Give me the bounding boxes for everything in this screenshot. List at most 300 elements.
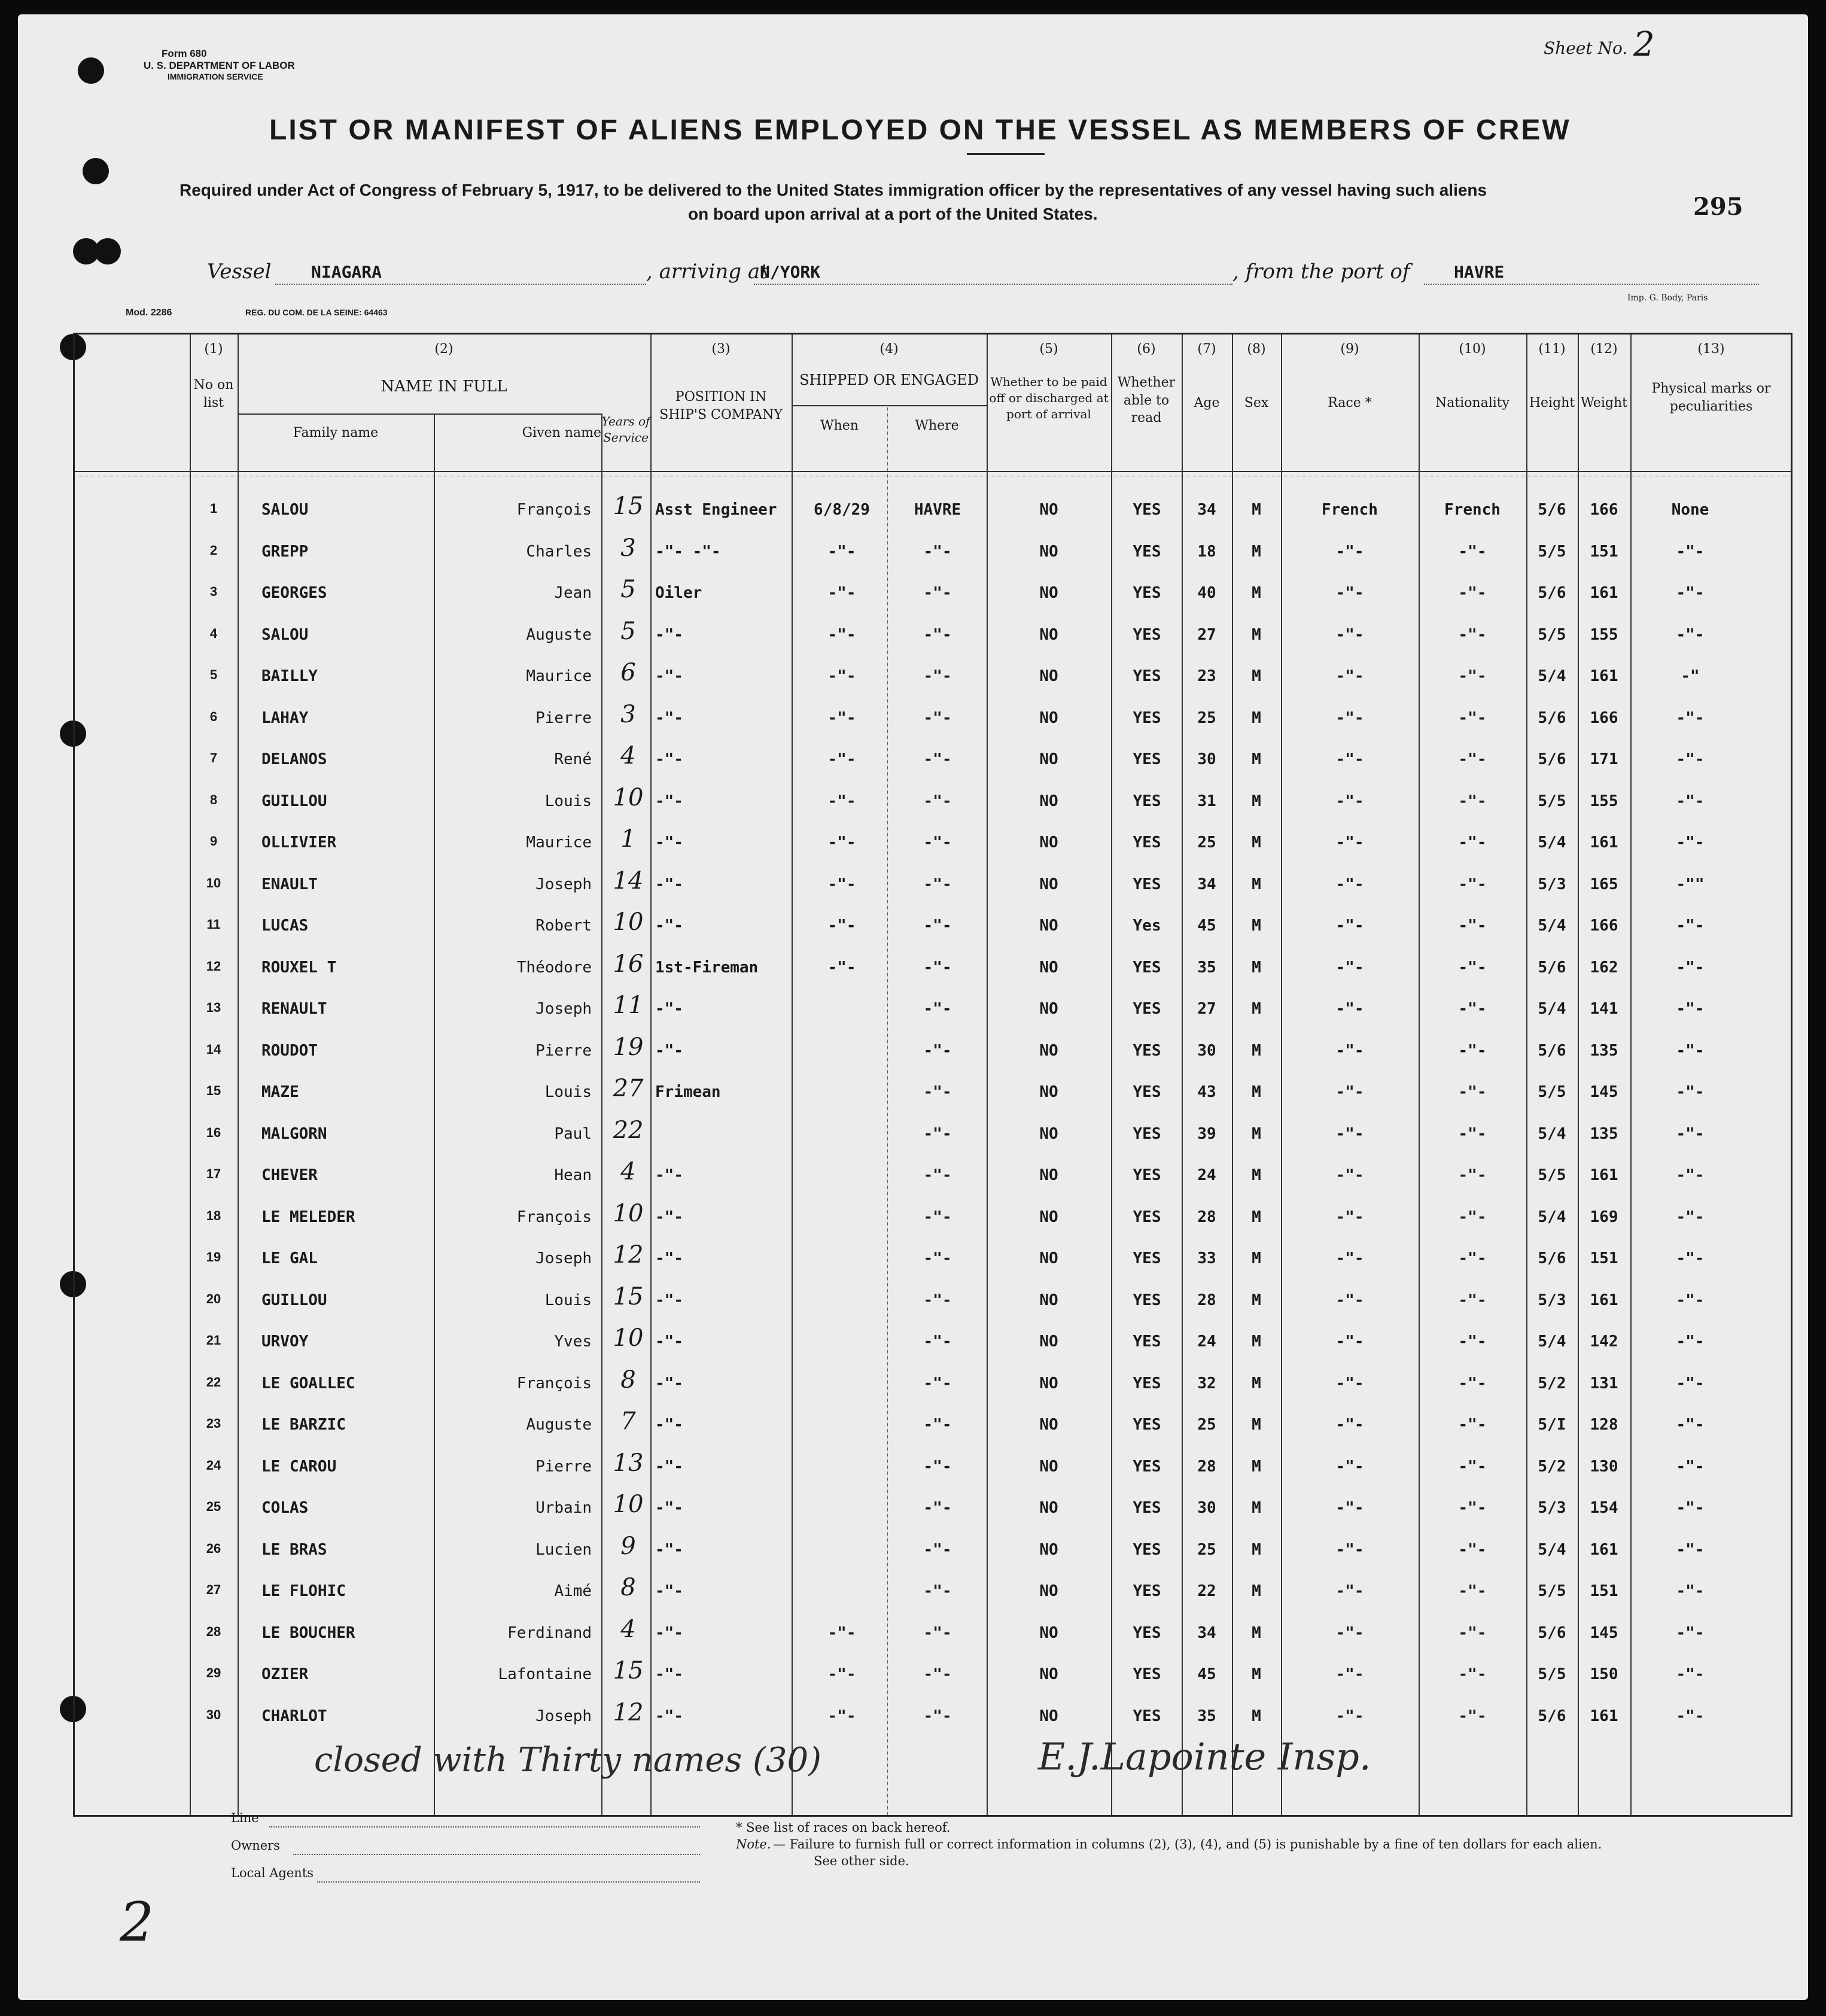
col10-label: Nationality bbox=[1435, 396, 1510, 411]
cell-marks: -"- bbox=[1676, 1582, 1705, 1600]
cell-where: -"- bbox=[923, 1124, 952, 1143]
cell-where: -"- bbox=[923, 1707, 952, 1725]
cell-position: -"- bbox=[655, 1457, 683, 1476]
table-row bbox=[75, 1075, 1791, 1120]
cell-sex: M bbox=[1252, 584, 1261, 602]
cell-given: Charles bbox=[526, 542, 592, 561]
cell-height: 5/4 bbox=[1538, 834, 1566, 852]
cell-weight: 166 bbox=[1590, 917, 1618, 935]
col11-number: (11) bbox=[1538, 342, 1566, 357]
cell-weight: 154 bbox=[1590, 1499, 1618, 1517]
cell-marks: -"- bbox=[1676, 1083, 1705, 1101]
cell-age: 18 bbox=[1197, 542, 1216, 561]
cell-given: Théodore bbox=[516, 958, 592, 977]
cell-marks: -"- bbox=[1676, 1457, 1705, 1476]
cell-given: Joseph bbox=[535, 875, 592, 893]
cell-given: Paul bbox=[554, 1124, 592, 1143]
cell-family: GREPP bbox=[261, 542, 309, 561]
cell-marks: -"- bbox=[1676, 1291, 1705, 1309]
cell-sex: M bbox=[1252, 1000, 1261, 1018]
col2-family-label: Family name bbox=[293, 425, 379, 440]
department: U. S. DEPARTMENT OF LABOR bbox=[144, 60, 295, 71]
table-row bbox=[75, 783, 1791, 829]
cell-weight: 161 bbox=[1590, 834, 1618, 852]
cell-height: 5/5 bbox=[1538, 1582, 1566, 1600]
cell-marks: -"- bbox=[1676, 1208, 1705, 1226]
table-row bbox=[75, 1241, 1791, 1287]
cell-family: OLLIVIER bbox=[261, 834, 337, 852]
cell-race: -"- bbox=[1335, 1083, 1364, 1101]
required-text-2: on board upon arrival at a port of the United States. bbox=[688, 205, 1098, 223]
cell-nat: -"- bbox=[1458, 958, 1487, 977]
cell-marks: -"- bbox=[1676, 1124, 1705, 1143]
cell-marks: -"- bbox=[1676, 958, 1705, 977]
vessel-label: Vessel bbox=[207, 260, 272, 284]
table-row bbox=[75, 866, 1791, 913]
cell-nat: -"- bbox=[1458, 1291, 1487, 1309]
col12-number: (12) bbox=[1590, 342, 1618, 357]
cell-sex: M bbox=[1252, 917, 1261, 935]
cell-weight: 130 bbox=[1590, 1457, 1618, 1476]
cell-race: -"- bbox=[1335, 667, 1364, 685]
cell-age: 27 bbox=[1197, 1000, 1216, 1018]
arriving-label: , arriving at bbox=[646, 260, 768, 284]
cell-weight: 161 bbox=[1590, 1540, 1618, 1559]
cell-race: -"- bbox=[1335, 1707, 1364, 1725]
cell-no: 3 bbox=[209, 584, 218, 599]
cell-no: 24 bbox=[206, 1457, 221, 1473]
cell-height: 5/5 bbox=[1538, 625, 1566, 644]
cell-paid: NO bbox=[1039, 1124, 1058, 1143]
cell-given: Pierre bbox=[535, 1457, 592, 1476]
cell-nat: -"- bbox=[1458, 1083, 1487, 1101]
cell-read: Yes bbox=[1133, 917, 1161, 935]
cell-height: 5/5 bbox=[1538, 1665, 1566, 1683]
cell-age: 45 bbox=[1197, 917, 1216, 935]
cell-position: Frimean bbox=[655, 1083, 721, 1101]
cell-race: -"- bbox=[1335, 584, 1364, 602]
cell-family: DELANOS bbox=[261, 750, 327, 768]
cell-age: 24 bbox=[1197, 1166, 1216, 1184]
cell-race: -"- bbox=[1335, 917, 1364, 935]
cell-years: 10 bbox=[613, 908, 644, 936]
table-row bbox=[75, 492, 1791, 538]
cell-height: 5/5 bbox=[1538, 1166, 1566, 1184]
col8-number: (8) bbox=[1247, 342, 1266, 357]
cell-paid: NO bbox=[1039, 709, 1058, 727]
cell-race: -"- bbox=[1335, 1124, 1364, 1143]
cell-read: YES bbox=[1133, 1041, 1161, 1060]
cell-race: -"- bbox=[1335, 1623, 1364, 1642]
col3-number: (3) bbox=[711, 342, 731, 357]
agents-dotline bbox=[317, 1881, 700, 1883]
cell-given: Yves bbox=[554, 1333, 592, 1351]
cell-marks: -"- bbox=[1676, 1665, 1705, 1683]
cell-position: -"- -"- bbox=[655, 542, 721, 561]
cell-years: 5 bbox=[620, 576, 636, 603]
cell-family: LUCAS bbox=[261, 917, 309, 935]
col1-number: (1) bbox=[204, 342, 223, 357]
cell-paid: NO bbox=[1039, 1623, 1058, 1642]
col3-label: POSITION IN SHIP'S COMPANY bbox=[659, 390, 783, 422]
cell-years: 12 bbox=[613, 1241, 644, 1269]
cell-family: LE MELEDER bbox=[261, 1208, 355, 1226]
cell-age: 27 bbox=[1197, 625, 1216, 644]
cell-family: ROUDOT bbox=[261, 1041, 318, 1060]
cell-family: MAZE bbox=[261, 1083, 299, 1101]
cell-where: HAVRE bbox=[914, 501, 961, 519]
cell-race: -"- bbox=[1335, 542, 1364, 561]
cell-years: 8 bbox=[620, 1366, 636, 1394]
cell-sex: M bbox=[1252, 1374, 1261, 1392]
cell-family: LE BOUCHER bbox=[261, 1623, 355, 1642]
punch-hole bbox=[78, 57, 104, 84]
cell-given: Aimé bbox=[554, 1582, 592, 1600]
cell-paid: NO bbox=[1039, 1499, 1058, 1517]
note-label: Note. bbox=[736, 1837, 771, 1851]
cell-age: 30 bbox=[1197, 1041, 1216, 1060]
col13-number: (13) bbox=[1697, 342, 1725, 357]
cell-given: Lafontaine bbox=[498, 1665, 592, 1683]
cell-marks: -"- bbox=[1676, 584, 1705, 602]
cell-where: -"- bbox=[923, 1291, 952, 1309]
crew-table bbox=[73, 333, 1792, 1817]
col2-number: (2) bbox=[434, 342, 454, 357]
cell-height: 5/6 bbox=[1538, 501, 1566, 519]
cell-years: 10 bbox=[613, 1491, 644, 1518]
cell-age: 25 bbox=[1197, 1416, 1216, 1434]
cell-nat: -"- bbox=[1458, 1416, 1487, 1434]
table-row bbox=[75, 1282, 1791, 1328]
cell-height: 5/4 bbox=[1538, 1540, 1566, 1559]
cell-no: 8 bbox=[209, 792, 218, 807]
cell-paid: NO bbox=[1039, 1416, 1058, 1434]
cell-age: 32 bbox=[1197, 1374, 1216, 1392]
cell-paid: NO bbox=[1039, 1208, 1058, 1226]
cell-weight: 166 bbox=[1590, 501, 1618, 519]
cell-race: -"- bbox=[1335, 1499, 1364, 1517]
cell-no: 29 bbox=[206, 1665, 221, 1680]
cell-position: -"- bbox=[655, 1374, 683, 1392]
table-row bbox=[75, 992, 1791, 1037]
cell-height: 5/6 bbox=[1538, 709, 1566, 727]
cell-paid: NO bbox=[1039, 1000, 1058, 1018]
cell-age: 22 bbox=[1197, 1582, 1216, 1600]
cell-family: LE GAL bbox=[261, 1249, 318, 1267]
cell-years: 13 bbox=[613, 1449, 644, 1477]
cell-sex: M bbox=[1252, 501, 1261, 519]
cell-sex: M bbox=[1252, 1582, 1261, 1600]
cell-family: BAILLY bbox=[261, 667, 318, 685]
service: IMMIGRATION SERVICE bbox=[168, 72, 263, 81]
sheet-label: Sheet No. bbox=[1544, 38, 1628, 58]
cell-family: LAHAY bbox=[261, 709, 309, 727]
registry: REG. DU COM. DE LA SEINE: 64463 bbox=[245, 308, 388, 317]
cell-given: René bbox=[554, 750, 592, 768]
cell-sex: M bbox=[1252, 625, 1261, 644]
cell-paid: NO bbox=[1039, 625, 1058, 644]
cell-race: -"- bbox=[1335, 1416, 1364, 1434]
cell-no: 5 bbox=[209, 667, 218, 682]
cell-family: MALGORN bbox=[261, 1124, 327, 1143]
cell-nat: -"- bbox=[1458, 625, 1487, 644]
cell-where: -"- bbox=[923, 1540, 952, 1559]
cell-age: 31 bbox=[1197, 792, 1216, 810]
cell-where: -"- bbox=[923, 792, 952, 810]
closing-note: closed with Thirty names (30) bbox=[314, 1741, 821, 1780]
cell-age: 23 bbox=[1197, 667, 1216, 685]
cell-family: GEORGES bbox=[261, 584, 327, 602]
cell-read: YES bbox=[1133, 709, 1161, 727]
line-label: Line bbox=[231, 1811, 259, 1825]
cell-no: 23 bbox=[206, 1416, 221, 1431]
cell-family: ENAULT bbox=[261, 875, 318, 893]
cell-paid: NO bbox=[1039, 542, 1058, 561]
cell-where: -"- bbox=[923, 1623, 952, 1642]
cell-no: 20 bbox=[206, 1291, 221, 1306]
cell-position: Asst Engineer bbox=[655, 501, 777, 519]
cell-read: YES bbox=[1133, 1208, 1161, 1226]
cell-given: Joseph bbox=[535, 1249, 592, 1267]
cell-paid: NO bbox=[1039, 1457, 1058, 1476]
page-number: 295 bbox=[1693, 193, 1743, 221]
cell-position: -"- bbox=[655, 1249, 683, 1267]
cell-nat: -"- bbox=[1458, 1499, 1487, 1517]
vessel-dotline bbox=[275, 284, 646, 285]
cell-years: 16 bbox=[613, 950, 644, 978]
cell-weight: 142 bbox=[1590, 1333, 1618, 1351]
cell-nat: -"- bbox=[1458, 875, 1487, 893]
cell-paid: NO bbox=[1039, 917, 1058, 935]
name-subheader-line bbox=[238, 413, 601, 415]
see-other-side: See other side. bbox=[814, 1854, 909, 1868]
cell-years: 15 bbox=[613, 1282, 644, 1310]
cell-years: 5 bbox=[620, 617, 636, 645]
cell-height: 5/6 bbox=[1538, 584, 1566, 602]
cell-nat: -"- bbox=[1458, 1582, 1487, 1600]
cell-read: YES bbox=[1133, 667, 1161, 685]
cell-height: 5/6 bbox=[1538, 750, 1566, 768]
sheet-number: 2 bbox=[1633, 25, 1655, 64]
col2-label: NAME IN FULL bbox=[381, 378, 507, 396]
cell-when: -"- bbox=[827, 958, 856, 977]
cell-years: 10 bbox=[613, 1324, 644, 1352]
cell-no: 22 bbox=[206, 1374, 221, 1389]
cell-sex: M bbox=[1252, 1540, 1261, 1559]
cell-when: -"- bbox=[827, 875, 856, 893]
cell-nat: -"- bbox=[1458, 1623, 1487, 1642]
cell-no: 18 bbox=[206, 1208, 221, 1223]
cell-paid: NO bbox=[1039, 875, 1058, 893]
cell-family: LE BRAS bbox=[261, 1540, 327, 1559]
col6-label: Whether able to read bbox=[1117, 375, 1176, 426]
cell-marks: -" bbox=[1681, 667, 1700, 685]
cell-read: YES bbox=[1133, 1166, 1161, 1184]
col4-where-label: Where bbox=[915, 418, 959, 433]
cell-marks: -"- bbox=[1676, 1623, 1705, 1642]
note-text: — Failure to furnish full or correct information in columns (2), (3), (4), and (5) is punishable by a fine of ten dollars for each alien. bbox=[773, 1837, 1602, 1851]
cell-when: -"- bbox=[827, 667, 856, 685]
cell-weight: 135 bbox=[1590, 1124, 1618, 1143]
cell-height: 5/6 bbox=[1538, 1041, 1566, 1060]
cell-race: -"- bbox=[1335, 1665, 1364, 1683]
cell-paid: NO bbox=[1039, 501, 1058, 519]
cell-height: 5/2 bbox=[1538, 1374, 1566, 1392]
cell-race: -"- bbox=[1335, 834, 1364, 852]
cell-height: 5/6 bbox=[1538, 1623, 1566, 1642]
cell-read: YES bbox=[1133, 1249, 1161, 1267]
cell-years: 3 bbox=[620, 534, 636, 562]
cell-race: -"- bbox=[1335, 625, 1364, 644]
cell-nat: -"- bbox=[1458, 667, 1487, 685]
table-row bbox=[75, 534, 1791, 580]
cell-weight: 155 bbox=[1590, 792, 1618, 810]
cell-family: GUILLOU bbox=[261, 792, 327, 810]
cell-nat: -"- bbox=[1458, 750, 1487, 768]
cell-no: 1 bbox=[209, 501, 218, 516]
table-row bbox=[75, 576, 1791, 621]
cell-position: -"- bbox=[655, 750, 683, 768]
cell-family: LE GOALLEC bbox=[261, 1374, 355, 1392]
cell-when: -"- bbox=[827, 625, 856, 644]
cell-paid: NO bbox=[1039, 1374, 1058, 1392]
cell-years: 22 bbox=[613, 1116, 644, 1144]
cell-age: 34 bbox=[1197, 1623, 1216, 1642]
cell-marks: -"- bbox=[1676, 917, 1705, 935]
cell-no: 10 bbox=[206, 875, 221, 890]
cell-marks: -"- bbox=[1676, 542, 1705, 561]
col4-label: SHIPPED OR ENGAGED bbox=[799, 372, 979, 388]
cell-family: RENAULT bbox=[261, 1000, 327, 1018]
col7-label: Age bbox=[1194, 396, 1220, 411]
cell-where: -"- bbox=[923, 834, 952, 852]
corner-mark: 2 bbox=[120, 1891, 154, 1954]
cell-paid: NO bbox=[1039, 1540, 1058, 1559]
cell-marks: -"- bbox=[1676, 625, 1705, 644]
cell-nat: -"- bbox=[1458, 834, 1487, 852]
cell-weight: 151 bbox=[1590, 1582, 1618, 1600]
cell-when: -"- bbox=[827, 750, 856, 768]
cell-where: -"- bbox=[923, 1208, 952, 1226]
cell-race: -"- bbox=[1335, 1540, 1364, 1559]
cell-given: Joseph bbox=[535, 1707, 592, 1725]
cell-race: -"- bbox=[1335, 1333, 1364, 1351]
cell-weight: 165 bbox=[1590, 875, 1618, 893]
cell-weight: 161 bbox=[1590, 1707, 1618, 1725]
cell-weight: 161 bbox=[1590, 1166, 1618, 1184]
cell-no: 13 bbox=[206, 1000, 221, 1015]
cell-given: Louis bbox=[544, 1083, 592, 1101]
cell-years: 4 bbox=[620, 1615, 636, 1643]
cell-family: URVOY bbox=[261, 1333, 309, 1351]
cell-nat: -"- bbox=[1458, 709, 1487, 727]
col6-number: (6) bbox=[1137, 342, 1156, 357]
table-row bbox=[75, 1657, 1791, 1702]
cell-marks: -"- bbox=[1676, 834, 1705, 852]
col2-given-label: Given name bbox=[522, 425, 601, 440]
cell-where: -"- bbox=[923, 917, 952, 935]
cell-no: 14 bbox=[206, 1041, 221, 1057]
table-row bbox=[75, 617, 1791, 663]
arriving-port: N/YORK bbox=[760, 262, 821, 282]
cell-years: 14 bbox=[613, 866, 644, 895]
cell-nat: French bbox=[1444, 501, 1501, 519]
cell-nat: -"- bbox=[1458, 1374, 1487, 1392]
cell-height: 5/3 bbox=[1538, 1499, 1566, 1517]
cell-no: 25 bbox=[206, 1499, 221, 1514]
cell-nat: -"- bbox=[1458, 1249, 1487, 1267]
cell-no: 28 bbox=[206, 1623, 221, 1639]
cell-weight: 150 bbox=[1590, 1665, 1618, 1683]
cell-sex: M bbox=[1252, 1333, 1261, 1351]
col8-label: Sex bbox=[1244, 396, 1269, 411]
mod-number: Mod. 2286 bbox=[126, 308, 172, 318]
cell-position: -"- bbox=[655, 1582, 683, 1600]
cell-sex: M bbox=[1252, 875, 1261, 893]
cell-where: -"- bbox=[923, 1083, 952, 1101]
cell-paid: NO bbox=[1039, 792, 1058, 810]
cell-height: 5/4 bbox=[1538, 1000, 1566, 1018]
cell-marks: -"" bbox=[1676, 875, 1705, 893]
cell-height: 5/2 bbox=[1538, 1457, 1566, 1476]
cell-read: YES bbox=[1133, 958, 1161, 977]
table-row bbox=[75, 1324, 1791, 1370]
cell-sex: M bbox=[1252, 1499, 1261, 1517]
punch-hole bbox=[95, 238, 121, 264]
cell-position: -"- bbox=[655, 1499, 683, 1517]
cell-age: 45 bbox=[1197, 1665, 1216, 1683]
cell-where: -"- bbox=[923, 1416, 952, 1434]
cell-marks: -"- bbox=[1676, 1416, 1705, 1434]
cell-race: -"- bbox=[1335, 1041, 1364, 1060]
cell-sex: M bbox=[1252, 1083, 1261, 1101]
cell-no: 15 bbox=[206, 1083, 221, 1098]
cell-no: 7 bbox=[209, 750, 218, 765]
cell-race: -"- bbox=[1335, 750, 1364, 768]
cell-sex: M bbox=[1252, 1623, 1261, 1642]
cell-read: YES bbox=[1133, 1582, 1161, 1600]
cell-where: -"- bbox=[923, 1333, 952, 1351]
col4-number: (4) bbox=[879, 342, 899, 357]
cell-marks: -"- bbox=[1676, 792, 1705, 810]
cell-age: 25 bbox=[1197, 709, 1216, 727]
cell-race: -"- bbox=[1335, 1582, 1364, 1600]
cell-nat: -"- bbox=[1458, 1457, 1487, 1476]
cell-race: -"- bbox=[1335, 1249, 1364, 1267]
cell-given: Joseph bbox=[535, 1000, 592, 1018]
col7-number: (7) bbox=[1197, 342, 1216, 357]
cell-where: -"- bbox=[923, 1457, 952, 1476]
cell-given: François bbox=[516, 1374, 592, 1392]
printer: Imp. G. Body, Paris bbox=[1627, 293, 1708, 303]
cell-weight: 161 bbox=[1590, 667, 1618, 685]
cell-nat: -"- bbox=[1458, 1707, 1487, 1725]
cell-years: 12 bbox=[613, 1698, 644, 1726]
cell-sex: M bbox=[1252, 1208, 1261, 1226]
cell-read: YES bbox=[1133, 1333, 1161, 1351]
cell-position: 1st-Fireman bbox=[655, 958, 759, 977]
cell-marks: None bbox=[1671, 501, 1709, 519]
cell-age: 34 bbox=[1197, 501, 1216, 519]
table-row bbox=[75, 1532, 1791, 1578]
cell-age: 43 bbox=[1197, 1083, 1216, 1101]
cell-read: YES bbox=[1133, 1000, 1161, 1018]
cell-position: -"- bbox=[655, 1333, 683, 1351]
col9-number: (9) bbox=[1340, 342, 1359, 357]
cell-read: YES bbox=[1133, 1083, 1161, 1101]
cell-read: YES bbox=[1133, 1623, 1161, 1642]
cell-nat: -"- bbox=[1458, 1208, 1487, 1226]
